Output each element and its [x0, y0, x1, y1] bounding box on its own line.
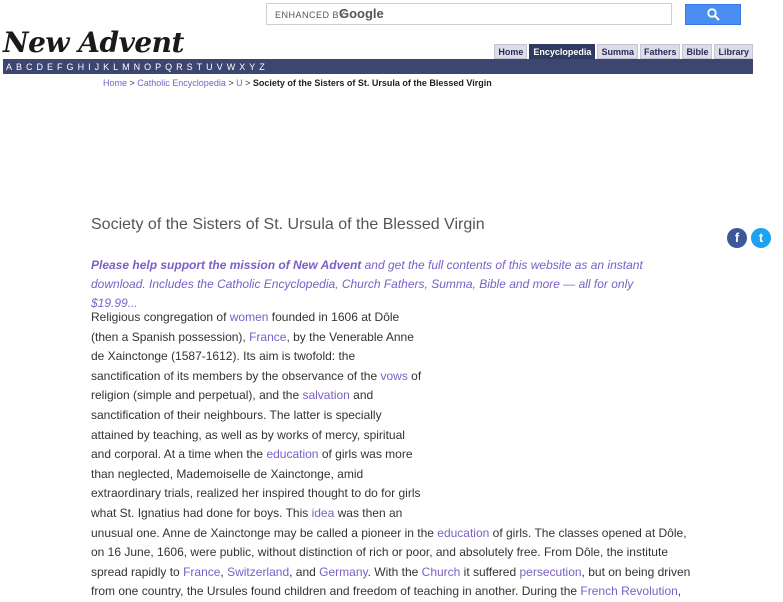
nav-bible[interactable]: Bible: [682, 44, 712, 59]
breadcrumb-encyclopedia[interactable]: Catholic Encyclopedia: [137, 78, 226, 88]
text: of girls was more: [318, 447, 413, 462]
alpha-t[interactable]: T: [196, 61, 203, 72]
alpha-v[interactable]: V: [216, 61, 223, 72]
text: and corporal. At a time when the: [91, 447, 267, 462]
support-notice[interactable]: [91, 256, 671, 313]
text: (then a Spanish possession),: [91, 329, 250, 344]
link-education[interactable]: education: [266, 447, 319, 462]
alpha-m[interactable]: M: [122, 61, 130, 72]
search-input[interactable]: [266, 3, 672, 25]
text: of: [407, 368, 422, 383]
text: was then an: [334, 505, 403, 520]
breadcrumb: [103, 78, 492, 88]
text: extraordinary trials, realized her inspired thought to do for girls: [91, 486, 421, 501]
alpha-f[interactable]: F: [57, 61, 63, 72]
alpha-o[interactable]: O: [144, 61, 152, 72]
text: , by the Venerable Anne: [286, 329, 414, 344]
search-button[interactable]: [685, 4, 741, 25]
link-france[interactable]: France: [183, 564, 221, 579]
alpha-e[interactable]: E: [47, 61, 54, 72]
text: ,: [220, 564, 228, 579]
alpha-w[interactable]: W: [226, 61, 236, 72]
text: . With the: [367, 564, 422, 579]
nav-library[interactable]: Library: [714, 44, 753, 59]
text: of girls. The classes opened at Dôle,: [489, 525, 687, 540]
alpha-x[interactable]: X: [239, 61, 246, 72]
alpha-d[interactable]: D: [36, 61, 44, 72]
link-church[interactable]: Church: [421, 564, 461, 579]
text: from one country, the Ursules found children and freedom of teaching in another. During the: [91, 584, 581, 599]
support-bold: Please help support the mission of New Advent: [91, 258, 362, 272]
text: , and: [289, 564, 320, 579]
text: de Xainctonge (1587-1612). Its aim is twofold: the: [91, 349, 356, 364]
nav-fathers[interactable]: Fathers: [640, 44, 681, 59]
text: founded in 1606 at Dôle: [268, 310, 400, 324]
text: , but on being driven: [581, 564, 691, 579]
article-body: [91, 308, 691, 602]
text: sanctification of their neighbours. The latter is specially: [91, 407, 382, 422]
alpha-p[interactable]: P: [155, 61, 162, 72]
twitter-icon[interactable]: t: [751, 228, 771, 248]
nav-home[interactable]: Home: [494, 44, 527, 59]
text: Religious congregation of: [91, 310, 230, 324]
alpha-z[interactable]: Z: [259, 61, 265, 72]
alpha-s[interactable]: S: [186, 61, 193, 72]
link-vows[interactable]: vows: [380, 368, 408, 383]
search-label: ENHANCED BY: [275, 10, 346, 20]
text: ,: [677, 584, 682, 599]
alpha-g[interactable]: G: [66, 61, 74, 72]
breadcrumb-sep: >: [127, 78, 138, 88]
text: sanctification of its members by the observance of the: [91, 368, 381, 383]
alpha-q[interactable]: Q: [165, 61, 173, 72]
link-women[interactable]: women: [229, 310, 269, 324]
link-france[interactable]: France: [249, 329, 287, 344]
alpha-b[interactable]: B: [16, 61, 23, 72]
nav-encyclopedia[interactable]: Encyclopedia: [529, 44, 595, 59]
link-french-revolution[interactable]: French Revolution: [580, 584, 678, 599]
breadcrumb-sep: >: [225, 78, 237, 88]
alpha-u[interactable]: U: [206, 61, 213, 72]
breadcrumb-current: Society of the Sisters of St. Ursula of the Blessed Virgin: [252, 78, 492, 88]
alpha-r[interactable]: R: [176, 61, 183, 72]
text: attained by teaching, as well as by works of mercy, spiritual: [91, 427, 405, 442]
site-logo[interactable]: New Advent: [3, 26, 184, 59]
breadcrumb-letter[interactable]: U: [236, 78, 243, 88]
search-icon: [707, 8, 720, 21]
share-buttons: [727, 228, 771, 248]
alpha-y[interactable]: Y: [249, 61, 256, 72]
link-persecution[interactable]: persecution: [519, 564, 582, 579]
google-brand: Google: [339, 6, 384, 21]
text: on 16 June, 1606, were public, without distinction of rich or poor, and absolutely free. From Dôle, the institute: [91, 545, 668, 560]
alphabet-bar: [3, 59, 753, 74]
text: unusual one. Anne de Xainctonge may be called a pioneer in the: [91, 525, 438, 540]
text: spread rapidly to: [91, 564, 184, 579]
alpha-c[interactable]: C: [26, 61, 33, 72]
alpha-k[interactable]: K: [103, 61, 110, 72]
alpha-i[interactable]: I: [88, 61, 91, 72]
text: what St. Ignatius had done for boys. This: [91, 505, 312, 520]
alpha-l[interactable]: L: [113, 61, 119, 72]
breadcrumb-home[interactable]: Home: [103, 78, 128, 88]
support-text: download. Includes the Catholic Encyclopedia, Church Fathers, Summa, Bible and more — all for only $19.99...: [91, 277, 634, 310]
link-idea[interactable]: idea: [311, 505, 335, 520]
page-title: Society of the Sisters of St. Ursula of the Blessed Virgin: [91, 216, 485, 233]
support-text: and get the full contents of this website as an instant: [361, 258, 643, 272]
alpha-h[interactable]: H: [77, 61, 85, 72]
text: religion (simple and perpetual), and the: [91, 388, 303, 403]
facebook-icon[interactable]: f: [727, 228, 747, 248]
link-germany[interactable]: Germany: [319, 564, 368, 579]
link-salvation[interactable]: salvation: [302, 388, 350, 403]
alpha-a[interactable]: A: [6, 61, 13, 72]
text: than neglected, Mademoiselle de Xainctonge, amid: [91, 466, 364, 481]
alpha-n[interactable]: N: [133, 61, 141, 72]
link-education[interactable]: education: [437, 525, 490, 540]
text: and: [349, 388, 374, 403]
link-switzerland[interactable]: Switzerland: [227, 564, 290, 579]
alpha-j[interactable]: J: [94, 61, 100, 72]
breadcrumb-sep: >: [242, 78, 253, 88]
top-nav: [494, 44, 753, 59]
text: it suffered: [460, 564, 520, 579]
nav-summa[interactable]: Summa: [597, 44, 638, 59]
